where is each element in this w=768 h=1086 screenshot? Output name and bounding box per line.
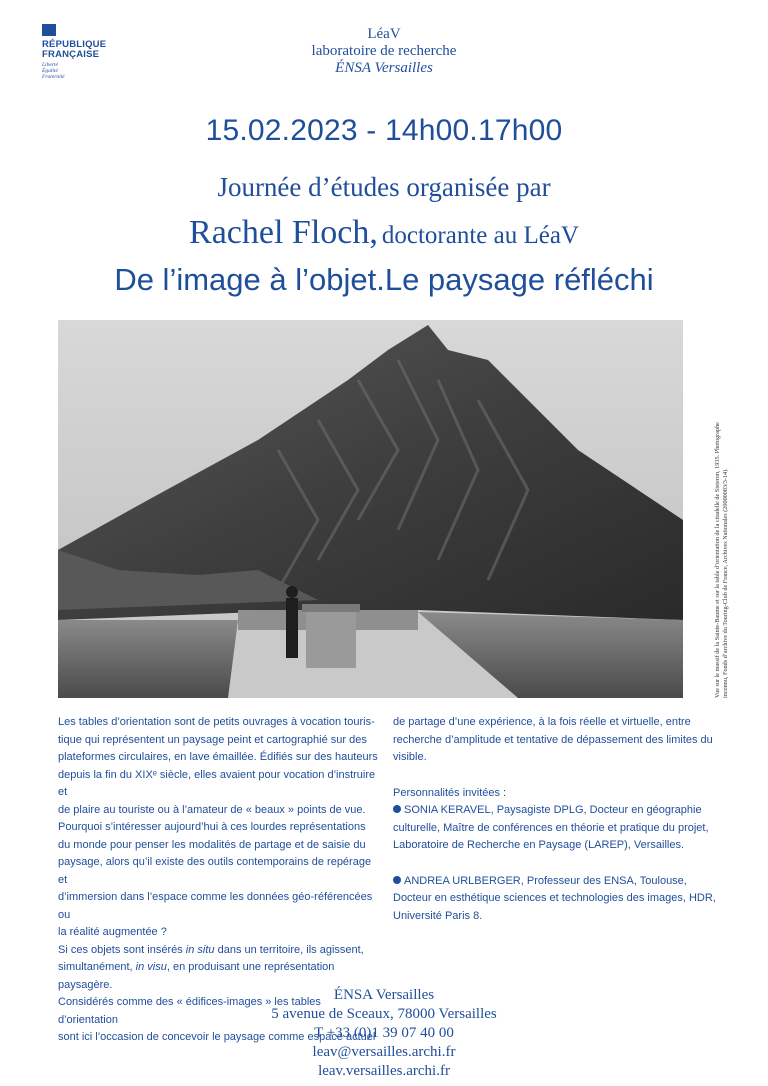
guests-heading: Personnalités invitées : — [393, 786, 507, 799]
description-line: visible. — [393, 751, 427, 763]
guest-2-line: Docteur en esthétique sciences et technologies des images, HDR, — [393, 892, 716, 904]
description-line: du monde pour penser les modalités de partage et de saisie du — [58, 838, 366, 851]
footer-website[interactable]: leav.versailles.archi.fr — [318, 1063, 450, 1079]
logo-motto-1: Liberté — [42, 62, 58, 68]
organised-by: Journée d’études organisée par — [217, 172, 551, 202]
description-line: paysage, alors qu’il existe des outils contemporains de repérage et — [58, 856, 372, 886]
in-visu-term: in visu — [135, 961, 167, 973]
footer-contact — [0, 986, 768, 1081]
guest-2-line: Université Paris 8. — [393, 909, 483, 922]
description-line: recherche d’amplitude et tentative de dépassement des limites du — [393, 733, 713, 746]
description-line: tique qui représentent un paysage peint et cartographié sur des — [58, 733, 367, 746]
description-line: plateformes circulaires, en lave émaillée. Édifiés sur des hauteurs — [58, 751, 378, 763]
description-line: Les tables d’orientation sont de petits ouvrages à vocation touris- — [58, 716, 375, 728]
guest-1-line: Laboratoire de Recherche en Paysage (LAREP), Versailles. — [393, 839, 685, 851]
text-run: simultanément, — [58, 961, 136, 973]
description-line: depuis la fin du XIXᵉ siècle, elles avaient pour vocation d’instruire et — [58, 768, 376, 798]
mountain-photo — [58, 320, 683, 698]
photo-caption-line2: inconnu, Fonds d’archive du Touring-Club de France, Archives Nationales (20000083/3-14). — [722, 468, 729, 698]
guest-2-line — [393, 873, 738, 891]
footer-email[interactable]: leav@versailles.archi.fr — [312, 1044, 456, 1060]
logo-title-line2: FRANÇAISE — [42, 49, 100, 60]
photo-caption-line1: Vue sur le massif de la Sainte-Baume et sur la table d’orientation de la citadelle de Sisteron, 1935. Photographe — [714, 422, 721, 698]
lab-subtitle: laboratoire de recherche — [311, 43, 457, 59]
footer-phone: T +33 (0)1 39 07 40 00 — [314, 1025, 454, 1041]
author-name: Rachel Floch, — [189, 214, 378, 251]
guest-1-line — [393, 802, 738, 820]
description-line: de plaire au touriste ou à l’amateur de « beaux » points de vue. — [58, 803, 366, 816]
text-run: , en produisant une représentation paysagère. — [58, 961, 335, 991]
event-datetime: 15.02.2023 - 14h00.17h00 — [205, 114, 563, 147]
description-line: la réalité augmentée ? — [58, 926, 167, 938]
author-role: doctorante au LéaV — [381, 222, 579, 249]
description-line: Pourquoi s’intéresser aujourd’hui à ces lourdes représentations — [58, 821, 366, 833]
photo-caption — [696, 320, 729, 698]
logo-title-line1: RÉPUBLIQUE — [42, 39, 107, 50]
text-run: Si ces objets sont insérés — [58, 943, 186, 956]
description-line: sont ici l’occasion de concevoir le paysage comme espace actuel — [58, 1031, 376, 1043]
guest-2-text: ANDREA URLBERGER, Professeur des ENSA, Toulouse, — [404, 874, 687, 887]
logo-motto-2: Égalité — [42, 68, 58, 74]
description-line: Considérés comme des « édifices-images » les tables d’orientation — [58, 996, 321, 1026]
author-line — [0, 214, 768, 252]
footer-address: 5 avenue de Sceaux, 78000 Versailles — [271, 1006, 497, 1022]
lab-header — [0, 26, 768, 77]
lab-name: LéaV — [367, 26, 401, 42]
bullet-icon — [393, 805, 401, 813]
text-run: dans un territoire, ils agissent, — [214, 943, 364, 956]
description-line: de partage d’une expérience, à la fois réelle et virtuelle, entre — [393, 716, 691, 728]
event-title: De l’image à l’objet.Le paysage réfléchi — [114, 262, 654, 297]
footer-school: ÉNSA Versailles — [333, 987, 435, 1003]
description-line: d’immersion dans l’espace comme les données géo-référencées ou — [58, 891, 373, 921]
logo-motto-3: Fraternité — [42, 74, 65, 80]
guest-1-line: culturelle, Maître de conférences en théorie et pratique du projet, — [393, 821, 709, 834]
description-line — [58, 942, 380, 960]
guest-1-text: SONIA KERAVEL, Paysagiste DPLG, Docteur en géographie — [404, 804, 702, 816]
in-situ-term: in situ — [185, 943, 215, 956]
lab-school: ÉNSA Versailles — [335, 60, 433, 76]
bullet-icon — [393, 876, 401, 884]
description-right-column — [393, 714, 738, 925]
